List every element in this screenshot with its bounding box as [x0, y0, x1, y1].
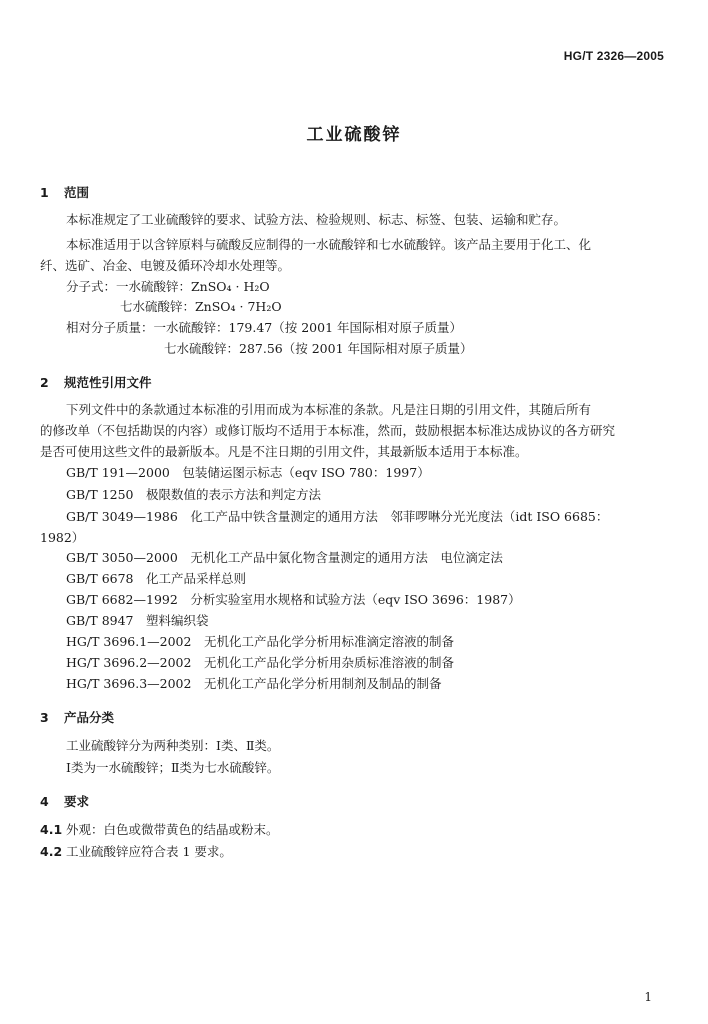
- section-title: 要求: [64, 794, 90, 809]
- section-3-heading: [40, 708, 114, 726]
- document-title: 工业硫酸锌: [306, 125, 402, 145]
- reference-item: GB/T 6682—1992 分析实验室用水规格和试验方法（eqv ISO 3696：1987）: [66, 592, 521, 607]
- scope-paragraph-2-line-2: 纤、选矿、冶金、电镀及循环冷却水处理等。: [40, 258, 291, 273]
- requirement-item: [40, 844, 232, 860]
- reference-item: GB/T 1250 极限数值的表示方法和判定方法: [66, 487, 322, 502]
- requirement-text: 外观：白色或微带黄色的结晶或粉末。: [66, 822, 279, 837]
- section-1-heading: [40, 183, 89, 201]
- section-title: 产品分类: [64, 710, 115, 725]
- reference-item: HG/T 3696.3—2002 无机化工产品化学分析用制剂及制品的制备: [66, 676, 442, 691]
- molecular-mass-line-2: 七水硫酸锌：287.56（按 2001 年国际相对原子质量）: [164, 341, 473, 356]
- scope-paragraph-2-line-1: 本标准适用于以含锌原料与硫酸反应制得的一水硫酸锌和七水硫酸锌。该产品主要用于化工、化: [66, 237, 592, 252]
- reference-item: HG/T 3696.1—2002 无机化工产品化学分析用标准滴定溶液的制备: [66, 634, 454, 649]
- reference-item: GB/T 3050—2000 无机化工产品中氯化物含量测定的通用方法 电位滴定法: [66, 550, 503, 565]
- page-number: 1: [644, 990, 652, 1004]
- classification-line-1: 工业硫酸锌分为两种类别：Ⅰ类、Ⅱ类。: [66, 738, 280, 753]
- requirement-text: 工业硫酸锌应符合表 1 要求。: [66, 844, 232, 859]
- requirement-number: 4.1: [40, 822, 63, 837]
- molecular-mass-line-1: 相对分子质量：一水硫酸锌：179.47（按 2001 年国际相对原子质量）: [66, 320, 462, 335]
- reference-item: HG/T 3696.2—2002 无机化工产品化学分析用杂质标准溶液的制备: [66, 655, 454, 670]
- requirement-item: [40, 822, 279, 838]
- references-intro-line-2: 的修改单（不包括勘误的内容）或修订版均不适用于本标准，然而，鼓励根据本标准达成协议的各方研究: [40, 423, 616, 438]
- references-intro-line-1: 下列文件中的条款通过本标准的引用而成为本标准的条款。凡是注日期的引用文件，其随后所有: [66, 402, 592, 417]
- molecular-formula-line-2: 七水硫酸锌：ZnSO₄ · 7H₂O: [120, 299, 282, 314]
- section-4-heading: [40, 792, 89, 810]
- classification-line-2: Ⅰ类为一水硫酸锌；Ⅱ类为七水硫酸锌。: [66, 760, 280, 775]
- section-title: 范围: [64, 185, 90, 200]
- molecular-formula-line-1: 分子式：一水硫酸锌：ZnSO₄ · H₂O: [66, 279, 270, 294]
- standard-code: HG/T 2326—2005: [563, 49, 664, 63]
- section-title: 规范性引用文件: [64, 375, 152, 390]
- section-number: 1: [40, 185, 49, 200]
- reference-item-continuation: 1982）: [40, 530, 85, 545]
- section-number: 4: [40, 794, 49, 809]
- section-2-heading: [40, 373, 152, 391]
- reference-item: GB/T 8947 塑料编织袋: [66, 613, 209, 628]
- section-number: 3: [40, 710, 49, 725]
- section-number: 2: [40, 375, 49, 390]
- reference-item: GB/T 6678 化工产品采样总则: [66, 571, 247, 586]
- requirement-number: 4.2: [40, 844, 63, 859]
- reference-item: GB/T 3049—1986 化工产品中铁含量测定的通用方法 邻菲啰啉分光光度法（idt ISO 6685：: [66, 509, 609, 524]
- reference-item: GB/T 191—2000 包装储运图示标志（eqv ISO 780：1997）: [66, 465, 430, 480]
- references-intro-line-3: 是否可使用这些文件的最新版本。凡是不注日期的引用文件，其最新版本适用于本标准。: [40, 444, 528, 459]
- scope-paragraph-1: 本标准规定了工业硫酸锌的要求、试验方法、检验规则、标志、标签、包装、运输和贮存。: [66, 212, 567, 227]
